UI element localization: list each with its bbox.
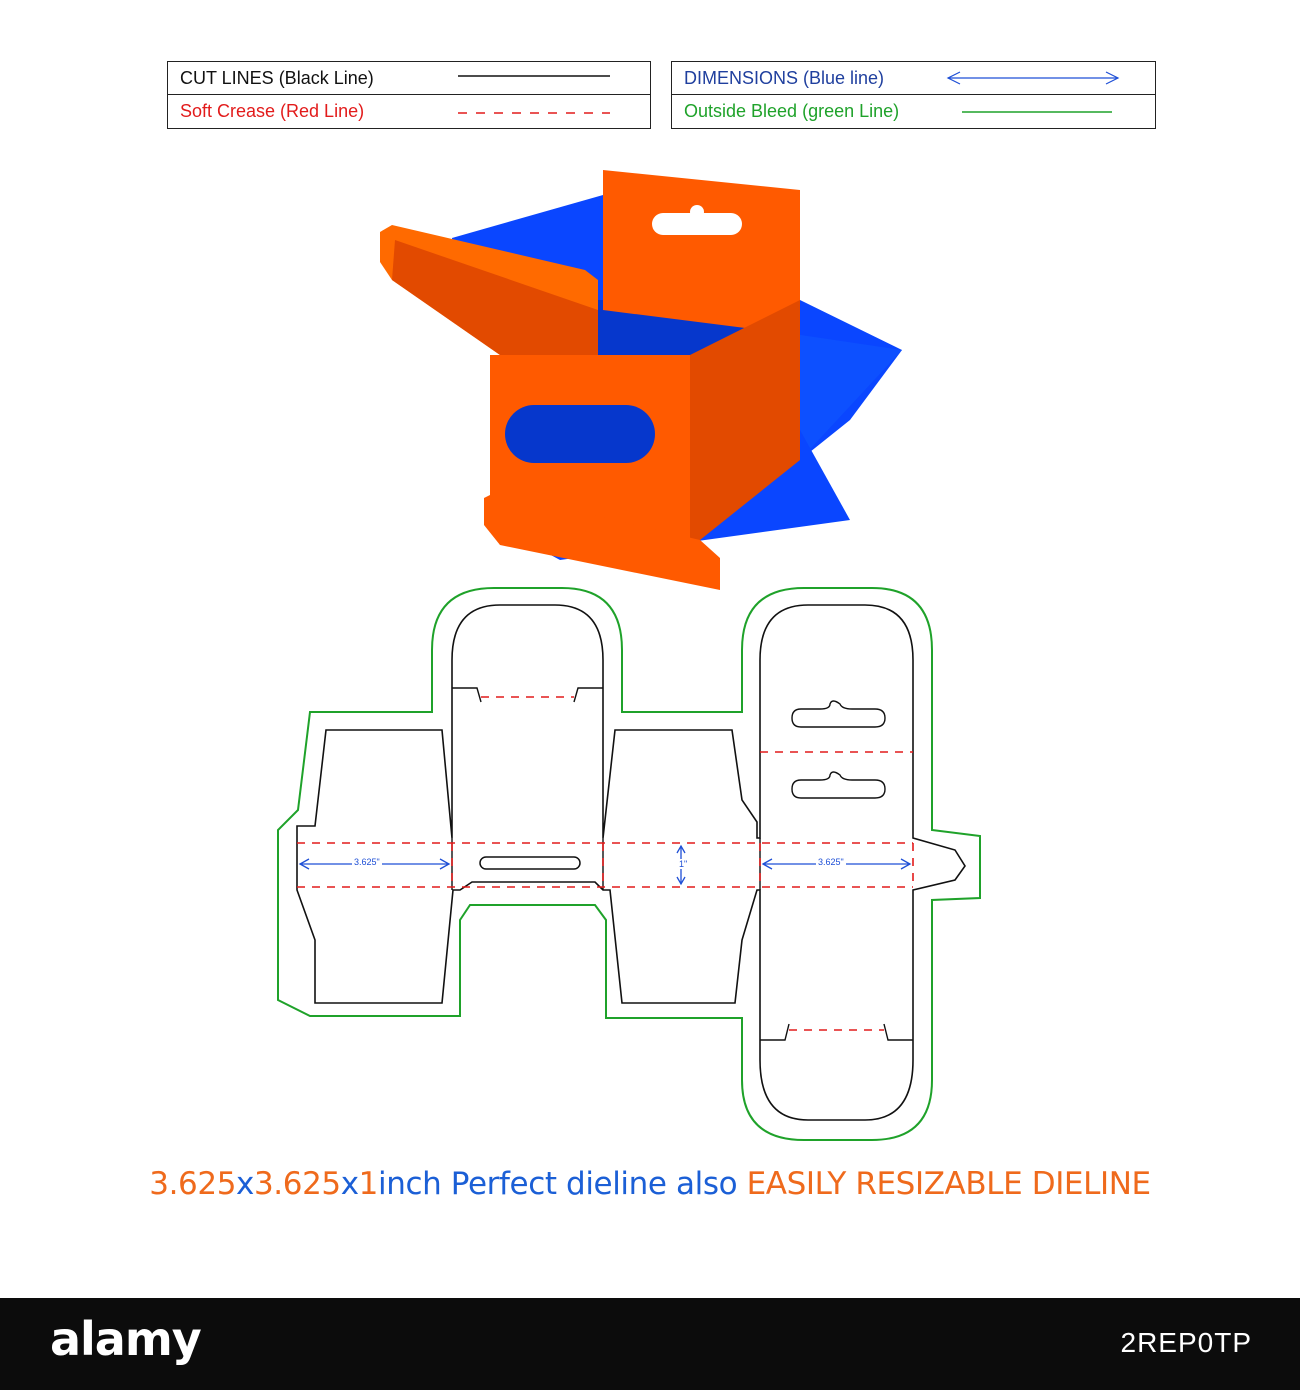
front-window	[505, 405, 655, 463]
caption-dim2: 3.625	[253, 1166, 341, 1202]
legend-dimensions-label: DIMENSIONS (Blue line)	[684, 68, 885, 88]
caption-x1: x	[236, 1166, 254, 1202]
caption-description: inch Perfect dieline also	[378, 1166, 747, 1202]
alamy-logo: alamy	[50, 1312, 201, 1366]
caption-dim3: 1	[358, 1166, 378, 1202]
caption-highlight: EASILY RESIZABLE DIELINE	[746, 1166, 1151, 1202]
caption-dim1: 3.625	[149, 1166, 237, 1202]
dimension-label-left: 3.625"	[354, 857, 380, 867]
hang-tab-panel	[603, 170, 800, 335]
legend-outside-bleed-label: Outside Bleed (green Line)	[684, 101, 900, 121]
caption	[0, 1166, 1300, 1202]
caption-x2: x	[340, 1166, 359, 1202]
legend-soft-crease-label: Soft Crease (Red Line)	[180, 101, 365, 121]
dieline	[278, 588, 980, 1140]
footer-bar	[0, 1298, 1300, 1390]
dimension-label-depth: 1"	[679, 859, 688, 869]
legend-cut-lines-label: CUT LINES (Black Line)	[180, 68, 374, 88]
box-3d-illustration	[380, 170, 902, 590]
cut-outline	[297, 605, 965, 1120]
hang-hole-2	[792, 772, 885, 798]
window-slot	[480, 857, 580, 869]
image-id: 2REP0TP	[1120, 1327, 1252, 1358]
dimension-label-right: 3.625"	[818, 857, 844, 867]
hang-hole-1	[792, 701, 885, 727]
